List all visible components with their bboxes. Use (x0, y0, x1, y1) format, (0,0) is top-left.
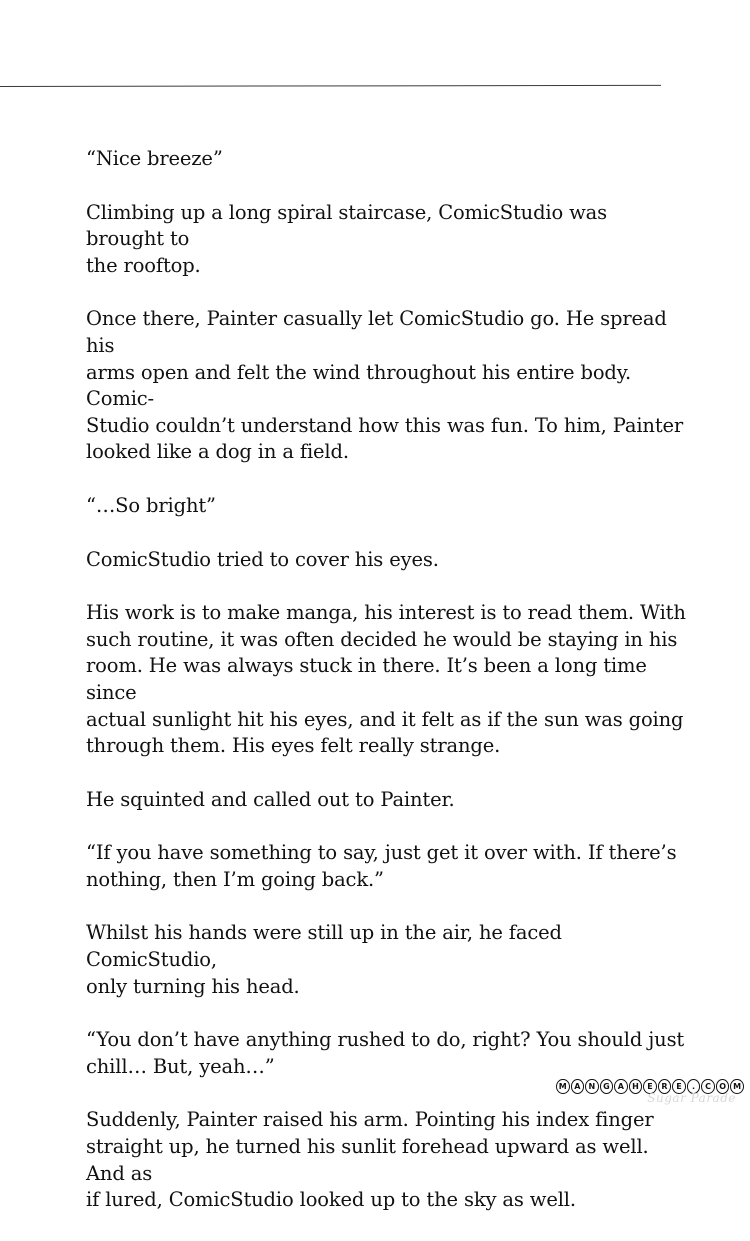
paragraph: He squinted and called out to Painter. (86, 787, 455, 811)
watermark-subtext: Sugar Parade (647, 1091, 736, 1105)
watermark-letter: C (701, 1079, 715, 1094)
paragraph: “You don’t have anything rushed to do, right? You should just chill… But, yeah…” (86, 1028, 685, 1078)
watermark-letter: R (658, 1079, 672, 1094)
watermark-letter: N (585, 1079, 599, 1094)
watermark-letter: . (687, 1079, 701, 1094)
site-watermark (556, 1077, 744, 1105)
watermark-letter: M (556, 1079, 570, 1094)
paragraph: “Nice breeze” (86, 147, 223, 170)
top-rule-divider (0, 85, 661, 87)
paragraph: Climbing up a long spiral staircase, ComicStudio was brought to the rooftop. (86, 200, 607, 277)
paragraph: “If you have something to say, just get it over with. If there’s nothing, then I’m going back.” (86, 841, 677, 891)
watermark-letter: M (730, 1079, 744, 1094)
watermark-letter: O (716, 1079, 730, 1094)
paragraph: His work is to make manga, his interest is to read them. With such routine, it was often decided he would be staying in his room. He was always stuck in there. It’s been a long time since actual sunlight hit his eyes, and it felt as if the sun was going through them. His eyes felt really strange. (86, 601, 686, 758)
paragraph: “…So bright” (86, 493, 216, 517)
paragraph: Whilst his hands were still up in the air, he faced ComicStudio, only turning his head. (86, 921, 562, 998)
watermark-letter: E (672, 1079, 686, 1094)
watermark-letter: G (600, 1079, 614, 1094)
watermark-letter: H (629, 1079, 643, 1094)
paragraph: Suddenly, Painter raised his arm. Pointing his index finger straight up, he turned his sunlit forehead upward as well. And as if lured, ComicStudio looked up to the sky as well. (86, 1108, 654, 1212)
watermark-letter: A (571, 1079, 585, 1094)
watermark-letter: E (643, 1079, 657, 1094)
paragraph: ComicStudio tried to cover his eyes. (86, 547, 439, 571)
paragraph: Once there, Painter casually let ComicStudio go. He spread his arms open and felt the wind throughout his entire body. Comic- Studio couldn’t understand how this was fun. To him, Painter looked like a dog in a field. (86, 307, 684, 464)
watermark-letter: A (614, 1079, 628, 1094)
